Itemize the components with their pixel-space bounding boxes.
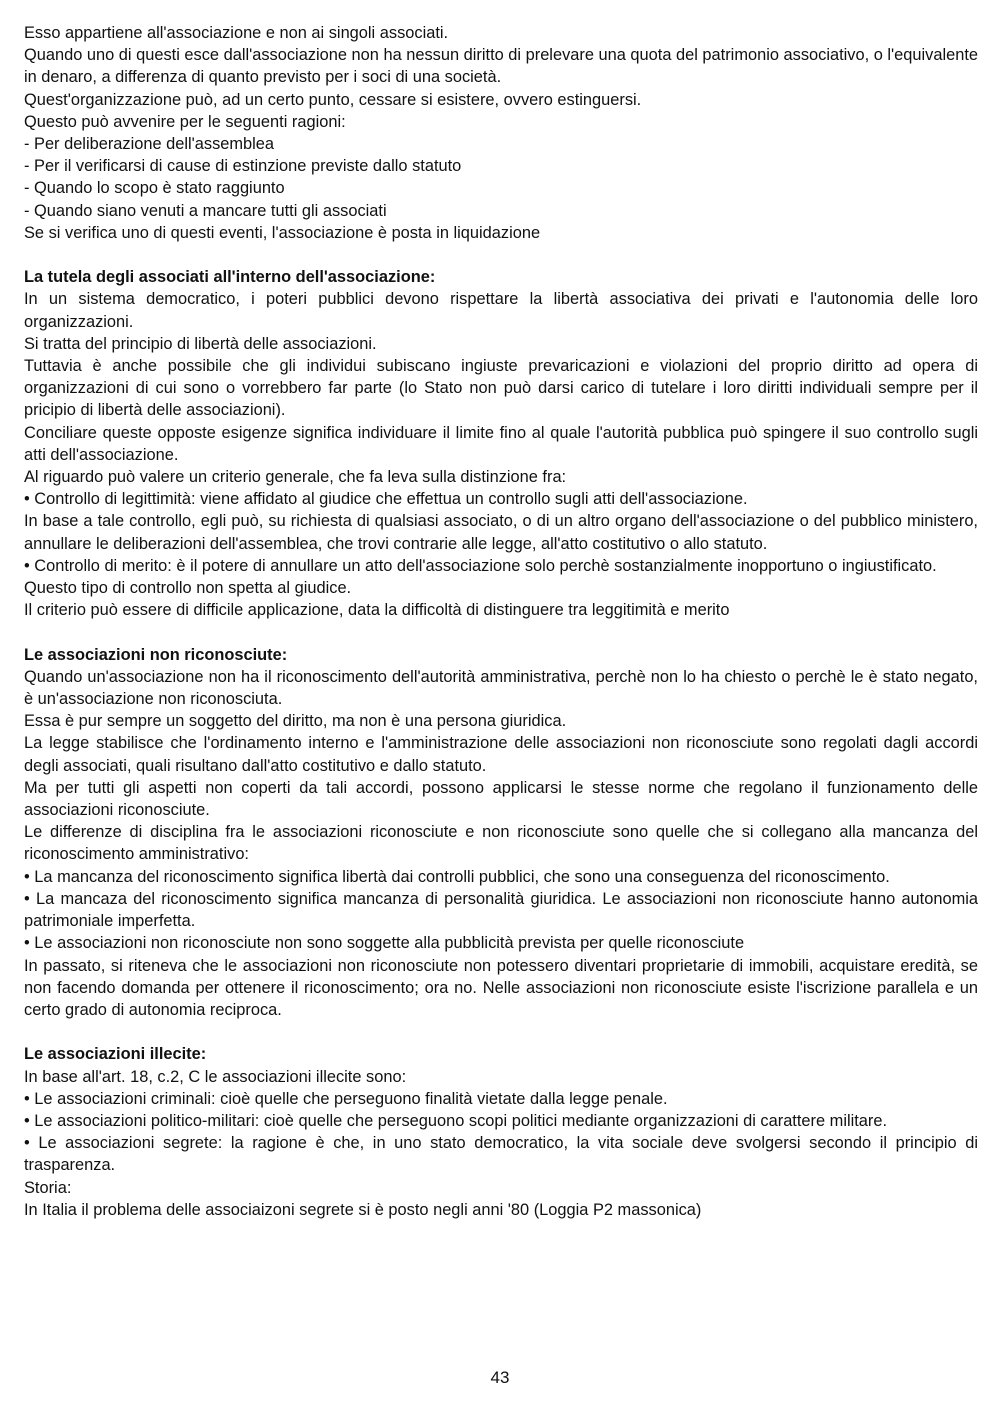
section-gap (24, 621, 978, 643)
paragraph: In Italia il problema delle associaizoni segrete si è posto negli anni '80 (Loggia P2 massonica) (24, 1200, 702, 1219)
paragraph: Si tratta del principio di libertà delle associazioni. (24, 334, 377, 353)
paragraph: In base all'art. 18, c.2, C le associazioni illecite sono: (24, 1067, 407, 1086)
paragraph: Quando un'associazione non ha il riconoscimento dell'autorità amministrativa, perchè non lo ha chiesto o perchè le è stato negato, è un'associazione non riconosciuta. (24, 667, 978, 709)
paragraph: In base a tale controllo, egli può, su richiesta di qualsiasi associato, o di un altro organo dell'associazione o del pubblico ministero, annullare le deliberazioni dell'assemblea, che trovi contrarie alle legge, all'atto costitutivo o allo statuto. (24, 512, 978, 553)
paragraph: • La mancaza del riconoscimento significa mancanza di personalità giuridica. Le associazioni non riconosciute hanno autonomia patrimoniale imperfetta. (24, 889, 978, 931)
paragraph: Tuttavia è anche possibile che gli individui subiscano ingiuste prevaricazioni e violazioni del proprio diritto ad opera di organizzazioni di cui sono o vorrebbero far parte (lo Stato non può darsi carico di tutelare i loro diritti individuali sempre per il pricipio di libertà delle associazioni). (24, 357, 978, 420)
paragraph: - Quando siano venuti a mancare tutti gli associati (24, 201, 387, 220)
paragraph: • Le associazioni criminali: cioè quelle che perseguono finalità vietate dalla legge penale. (24, 1089, 668, 1108)
paragraph: • Le associazioni segrete: la ragione è che, in uno stato democratico, la vita sociale deve svolgersi secondo il principio di trasparenza. (24, 1134, 978, 1175)
paragraph: - Quando lo scopo è stato raggiunto (24, 179, 285, 198)
paragraph: • Controllo di legittimità: viene affidato al giudice che effettua un controllo sugli atti dell'associazione. (24, 490, 748, 509)
paragraph: Quest'organizzazione può, ad un certo punto, cessare si esistere, ovvero estinguersi. (24, 90, 642, 109)
paragraph: Questo tipo di controllo non spetta al giudice. (24, 579, 352, 598)
paragraph: • Le associazioni politico-militari: cioè quelle che perseguono scopi politici mediante organizzazioni di carattere militare. (24, 1111, 888, 1130)
paragraph: Al riguardo può valere un criterio generale, che fa leva sulla distinzione fra: (24, 468, 567, 487)
paragraph: La legge stabilisce che l'ordinamento interno e l'amministrazione delle associazioni non riconosciute sono regolati dagli accordi degli associati, quali risultano dall'atto costitutivo e dallo statuto. (24, 734, 978, 775)
paragraph: Quando uno di questi esce dall'associazione non ha nessun diritto di prelevare una quota del patrimonio associativo, o l'equivalente in denaro, a differenza di quanto previsto per i soci di una società. (24, 46, 978, 87)
paragraph: In passato, si riteneva che le associazioni non riconosciute non potessero diventari proprietarie di immobili, acquistare eredità, se non facendo domanda per ottenere il riconoscimento; ora no. Nelle associazioni non riconosciute esiste l'iscrizione parallela e un certo grado di autonomia reciproca. (24, 956, 978, 1019)
paragraph: Questo può avvenire per le seguenti ragioni: (24, 112, 346, 131)
section-heading: Le associazioni non riconosciute: (24, 645, 288, 664)
page-body (24, 22, 978, 1221)
paragraph: • Controllo di merito: è il potere di annullare un atto dell'associazione solo perchè sostanzialmente inopportuno o ingiustificato. (24, 556, 937, 575)
paragraph: Il criterio può essere di difficile applicazione, data la difficoltà di distinguere tra leggitimità e merito (24, 601, 730, 620)
page-number: 43 (490, 1368, 510, 1387)
section-heading: Le associazioni illecite: (24, 1045, 207, 1064)
paragraph: In un sistema democratico, i poteri pubblici devono rispettare la libertà associativa dei privati e l'autonomia delle loro organizzazioni. (24, 290, 978, 331)
paragraph: Ma per tutti gli aspetti non coperti da tali accordi, possono applicarsi le stesse norme che regolano il funzionamento delle associazioni riconosciute. (24, 778, 978, 820)
paragraph: Storia: (24, 1178, 72, 1197)
paragraph: Se si verifica uno di questi eventi, l'associazione è posta in liquidazione (24, 223, 541, 242)
paragraph: - Per il verificarsi di cause di estinzione previste dallo statuto (24, 157, 462, 176)
section-gap (24, 1021, 978, 1043)
paragraph: - Per deliberazione dell'assemblea (24, 135, 275, 154)
paragraph: Esso appartiene all'associazione e non ai singoli associati. (24, 24, 449, 42)
section-heading: La tutela degli associati all'interno dell'associazione: (24, 268, 436, 287)
paragraph: Conciliare queste opposte esigenze significa individuare il limite fino al quale l'autorità pubblica può spingere il suo controllo sugli atti dell'associazione. (24, 423, 978, 464)
section-gap (24, 244, 978, 266)
paragraph: • La mancanza del riconoscimento significa libertà dai controlli pubblici, che sono una conseguenza del riconoscimento. (24, 867, 890, 886)
paragraph: Essa è pur sempre un soggetto del diritto, ma non è una persona giuridica. (24, 712, 567, 731)
paragraph: • Le associazioni non riconosciute non sono soggette alla pubblicità prevista per quelle riconosciute (24, 934, 745, 953)
paragraph: Le differenze di disciplina fra le associazioni riconosciute e non riconosciute sono quelle che si collegano alla mancanza del riconoscimento amministrativo: (24, 823, 978, 864)
